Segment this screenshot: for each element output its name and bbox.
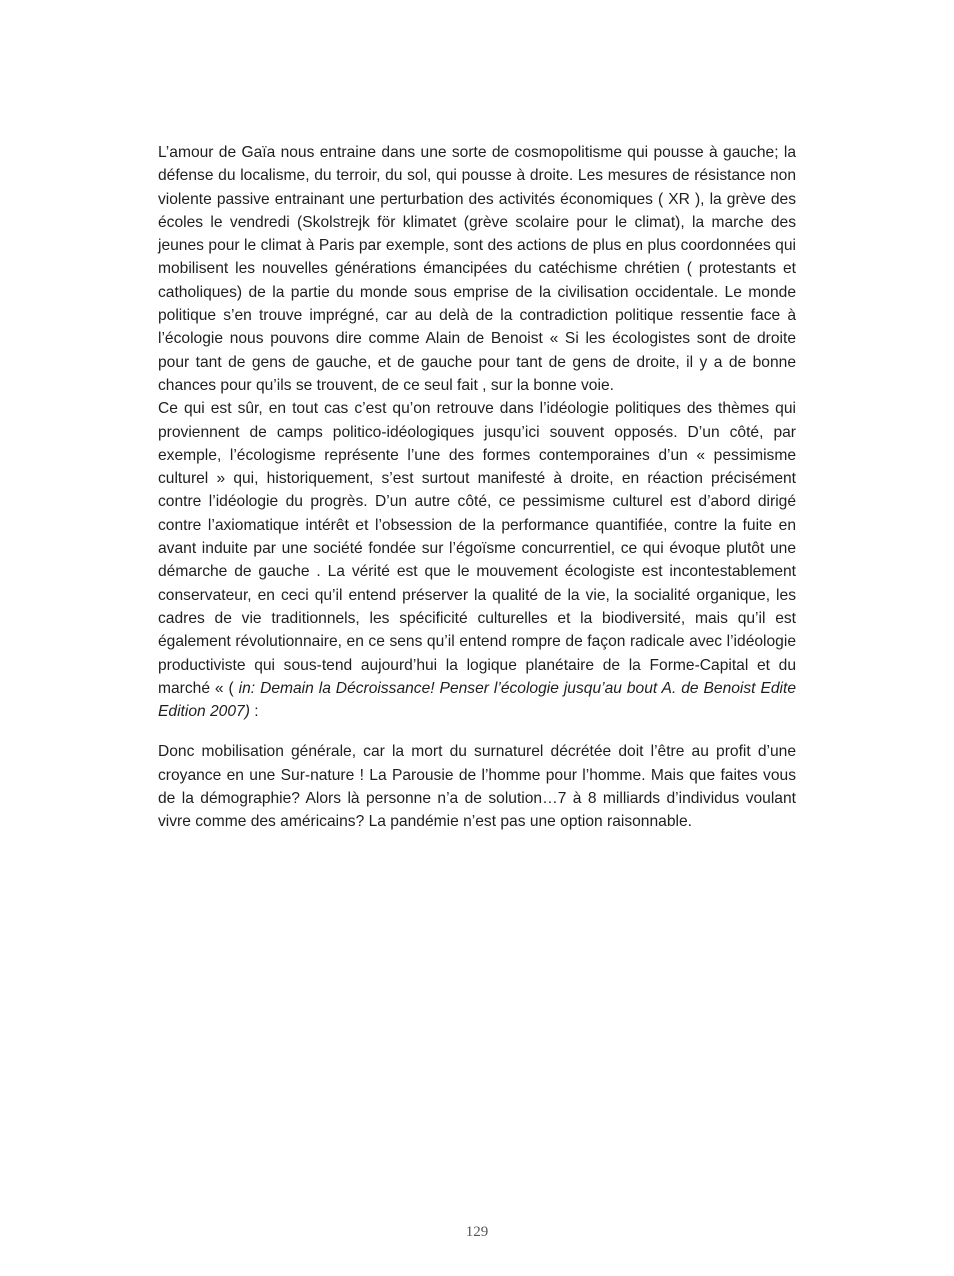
- paragraph-2-citation: in: Demain la Décroissance! Penser l’écologie jusqu’au bout A. de Benoist Edite Edition 2007): [158, 679, 796, 721]
- page-number: 129: [465, 1224, 489, 1240]
- body-text: [158, 141, 796, 834]
- paragraph-1: L’amour de Gaïa nous entraine dans une sorte de cosmopolitisme qui pousse à gauche; la défense du localisme, du terroir, du sol, qui pousse à droite. Les mesures de résistance non violente passive entrainant une perturbation des activités économiques ( XR ), la grève des écoles le vendredi (Skolstrejk för klimatet (grève scolaire pour le climat), la marche des jeunes pour le climat à Paris par exemple, sont des actions de plus en plus coordonnées qui mobilisent les nouvelles générations émancipées du catéchisme chrétien ( protestants et catholiques) de la partie du monde sous emprise de la civilisation occidentale. Le monde politique s’en trouve imprégné, car au delà de la contradiction politique ressentie face à l’écologie nous pouvons dire comme Alain de Benoist « Si les écologistes sont de droite pour tant de gens de gauche, et de gauche pour tant de gens de droite, il y a de bonne chances pour qu’ils se trouvent, de ce seul fait , sur la bonne voie.: [158, 144, 796, 394]
- paragraph-2: [158, 397, 796, 723]
- paragraph-3: Donc mobilisation générale, car la mort du surnaturel décrétée doit l’être au profit d’une croyance en une Sur-nature ! La Parousie de l’homme pour l’homme. Mais que faites vous de la démographie? Alors là personne n’a de solution…7 à 8 milliards d’individus voulant vivre comme des américains? La pandémie n’est pas une option raisonnable.: [158, 743, 796, 831]
- paragraph-2-end: :: [249, 703, 259, 721]
- paragraph-2-text: Ce qui est sûr, en tout cas c’est qu’on retrouve dans l’idéologie politiques des thèmes qui proviennent de camps politico-idéologiques jusqu’ici souvent opposés. D’un côté, par exemple, l’écologisme représente l’une des formes contemporaines d’un « pessimisme culturel » qui, historiquement, s’est surtout manifesté à droite, en réaction précisément contre l’idéologie du progrès. D’un autre côté, ce pessimisme culturel est d’abord dirigé contre l’axiomatique intérêt et l’obsession de la performance quantifiée, contre la fuite en avant induite par une société fondée sur l’égoïsme concurrentiel, ce qui évoque plutôt une démarche de gauche . La vérité est que le mouvement écologiste est incontestablement conservateur, en ceci qu’il entend préserver la qualité de la vie, la socialité organique, les cadres de vie traditionnels, les spécificité culturelles et la biodiversité, mais qu’il est également révolutionnaire, en ce sens qu’il entend rompre de façon radicale avec l’idéologie productiviste qui sous-tend aujourd’hui la logique planétaire de la Forme-Capital et du marché « (: [158, 400, 796, 697]
